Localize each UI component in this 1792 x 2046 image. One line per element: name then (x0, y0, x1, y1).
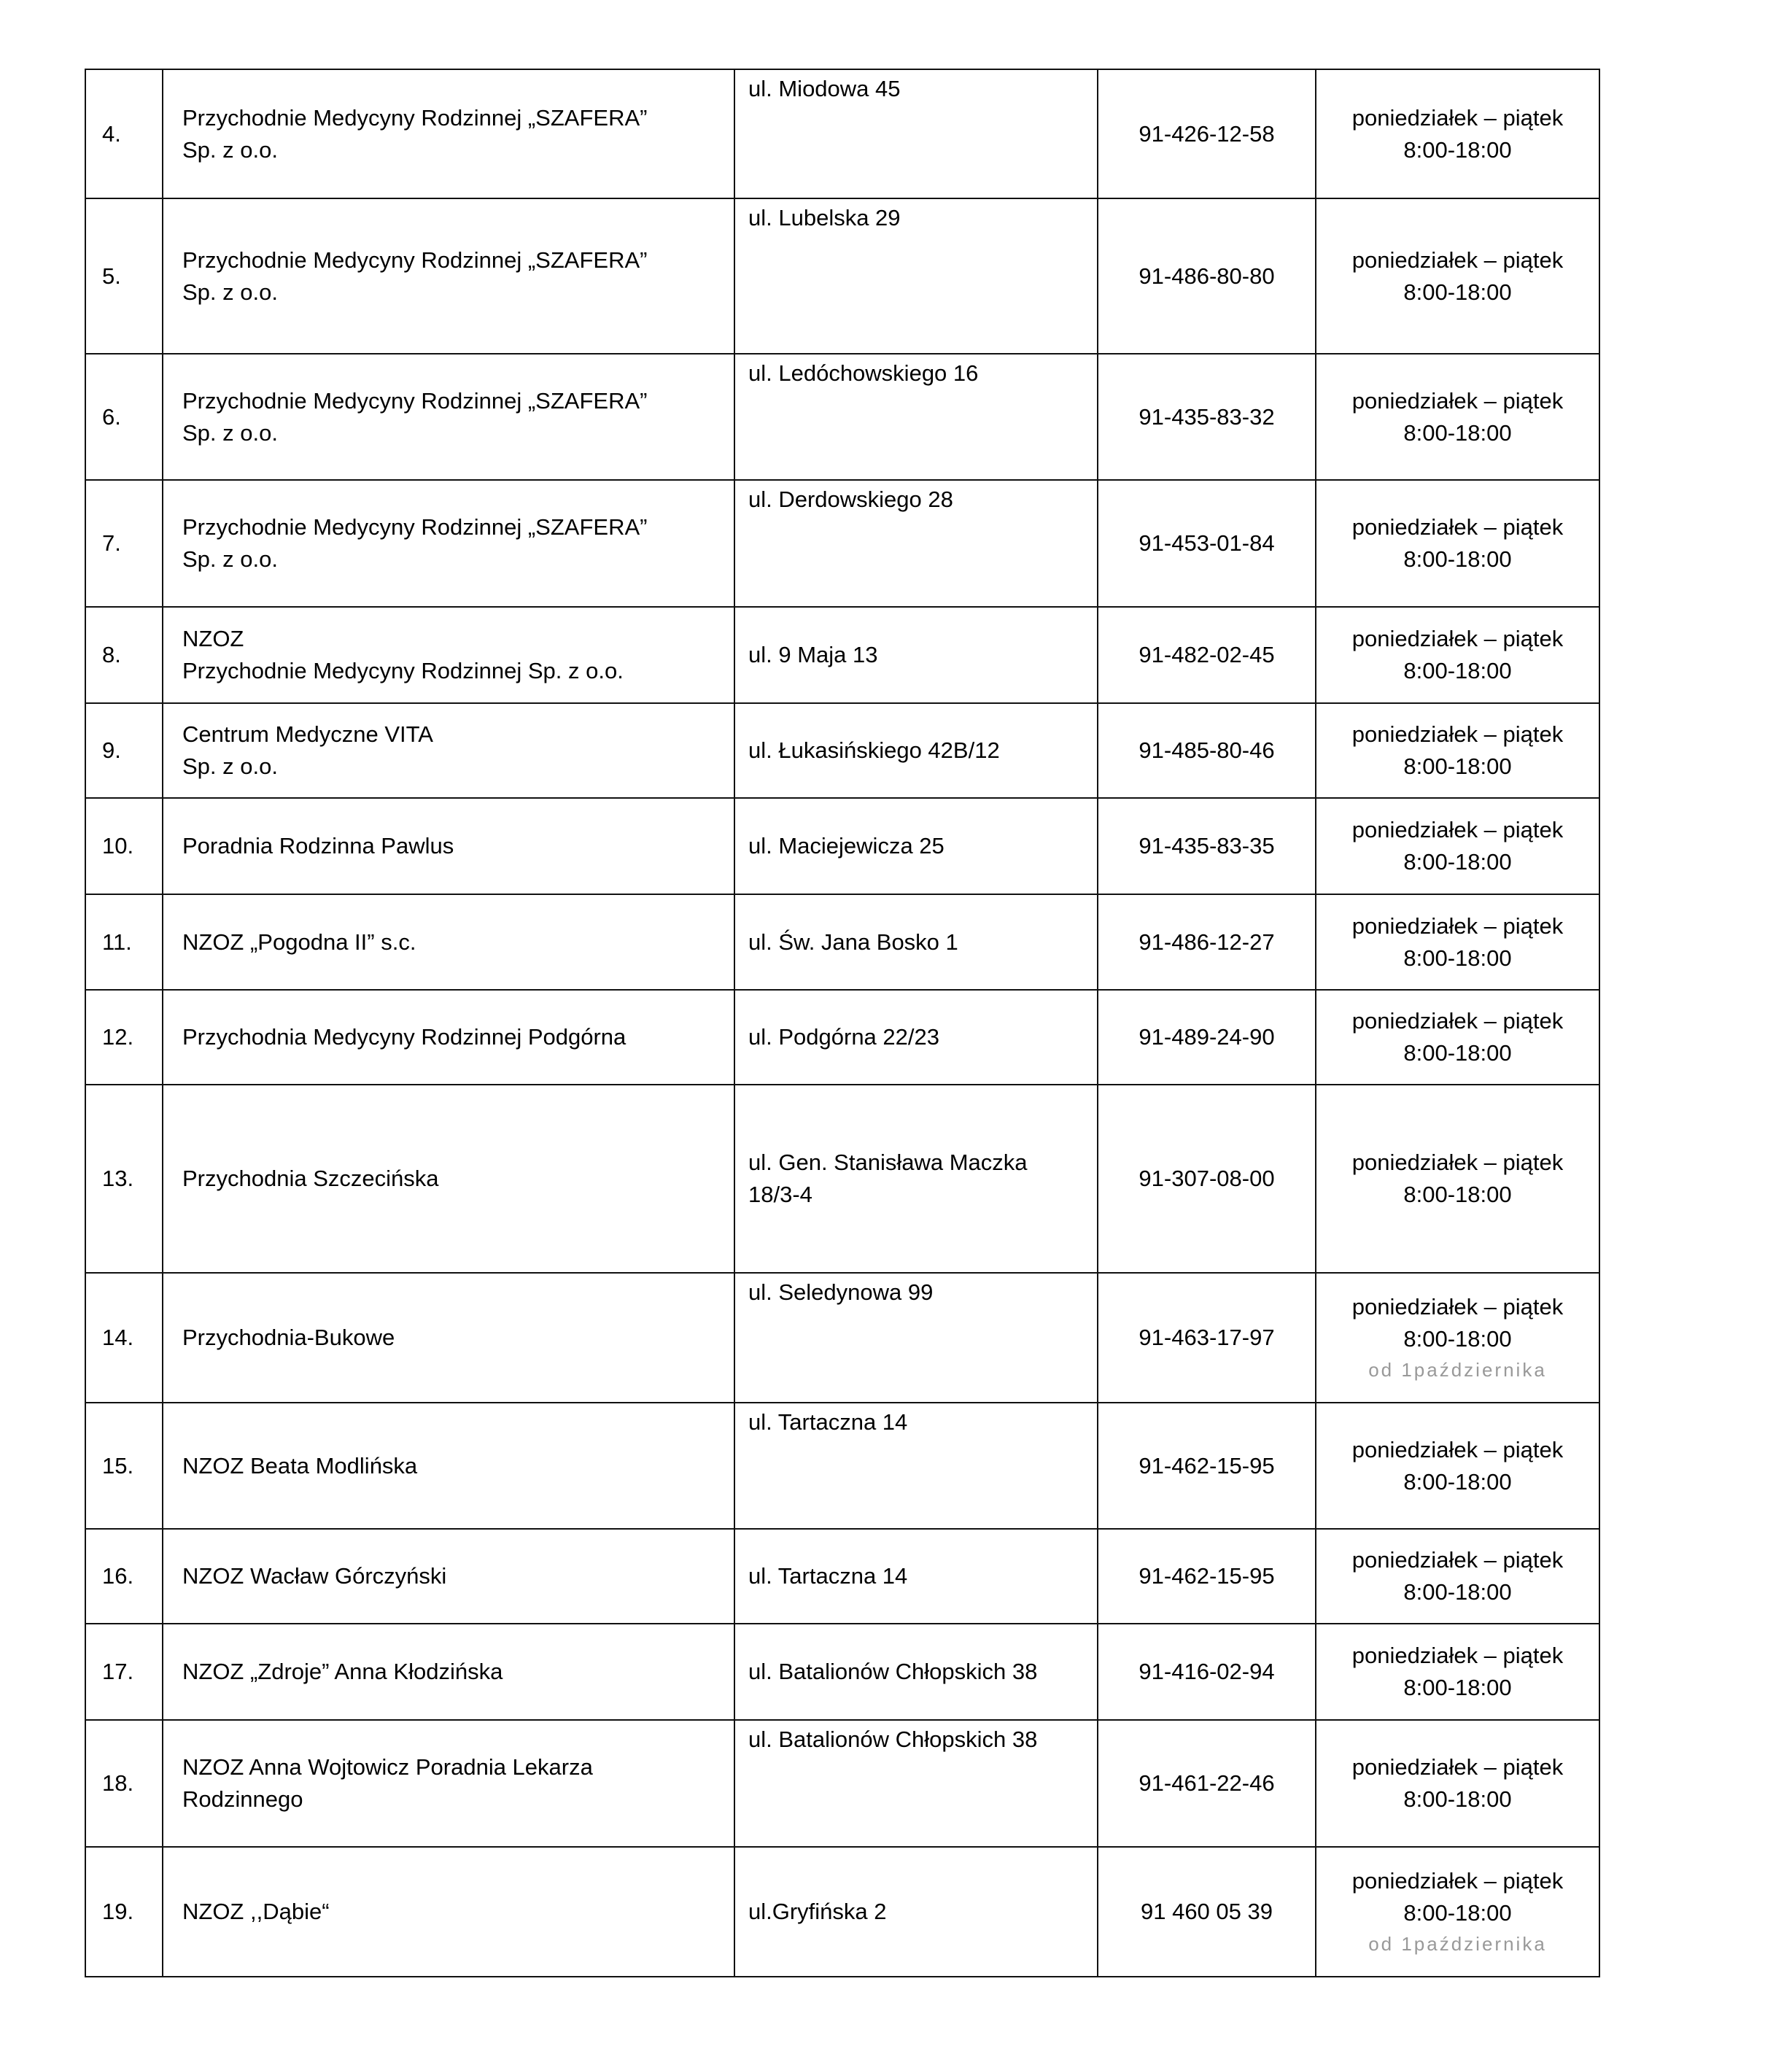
clinic-name-line: Przychodnie Medycyny Rodzinnej „SZAFERA” (182, 247, 648, 273)
hours-days: poniedziałek – piątek (1351, 247, 1564, 273)
address-line: ul. Tartaczna 14 (748, 1563, 908, 1589)
phone-cell (1098, 1847, 1316, 1977)
hours-cell (1316, 198, 1599, 354)
phone-number: 91-416-02-94 (1139, 1659, 1275, 1684)
table-row (85, 1847, 1599, 1977)
phone-cell (1098, 69, 1316, 198)
row-number: 12. (102, 1024, 134, 1050)
clinic-name-cell (163, 1085, 734, 1273)
clinic-name-line: Przychodnie Medycyny Rodzinnej „SZAFERA” (182, 514, 648, 540)
hours-days: poniedziałek – piątek (1351, 1150, 1564, 1175)
phone-number: 91-462-15-95 (1139, 1563, 1275, 1589)
table-row (85, 798, 1599, 894)
phone-number: 91-435-83-32 (1139, 403, 1275, 430)
row-number-cell (85, 894, 163, 990)
clinic-name-line: Sp. z o.o. (182, 546, 278, 572)
hours-time: 8:00-18:00 (1403, 1786, 1512, 1812)
address-line: ul. Tartaczna 14 (748, 1409, 908, 1435)
row-number-cell (85, 798, 163, 894)
hours-cell (1316, 1529, 1599, 1624)
hours-days: poniedziałek – piątek (1351, 626, 1564, 651)
table-row (85, 480, 1599, 607)
row-number-cell (85, 1085, 163, 1273)
hours-time: 8:00-18:00 (1403, 945, 1512, 971)
hours-note: od 1października (1368, 1359, 1547, 1381)
phone-number: 91-462-15-95 (1139, 1452, 1275, 1479)
clinic-name-cell (163, 894, 734, 990)
phone-number: 91-461-22-46 (1139, 1770, 1275, 1796)
clinic-name-cell (163, 480, 734, 607)
phone-cell (1098, 480, 1316, 607)
hours-days: poniedziałek – piątek (1351, 387, 1564, 414)
phone-cell (1098, 894, 1316, 990)
clinic-name-line: Rodzinnego (182, 1786, 303, 1812)
phone-number: 91-482-02-45 (1139, 642, 1275, 667)
row-number: 15. (102, 1452, 134, 1479)
clinic-name-cell (163, 1403, 734, 1529)
hours-cell (1316, 354, 1599, 480)
address-cell (734, 894, 1098, 990)
hours-days: poniedziałek – piątek (1351, 1868, 1564, 1894)
hours-cell (1316, 894, 1599, 990)
row-number: 17. (102, 1659, 134, 1684)
hours-days: poniedziałek – piątek (1351, 1547, 1564, 1573)
row-number: 18. (102, 1770, 134, 1796)
address-line: ul. Ledóchowskiego 16 (748, 360, 979, 386)
address-line: ul. Batalionów Chłopskich 38 (748, 1727, 1038, 1752)
phone-number: 91-307-08-00 (1139, 1166, 1275, 1191)
clinic-name-cell (163, 798, 734, 894)
address-cell (734, 1847, 1098, 1977)
row-number: 16. (102, 1563, 134, 1589)
address-line: ul. Miodowa 45 (748, 76, 901, 101)
address-line: ul. Derdowskiego 28 (748, 487, 953, 512)
hours-time: 8:00-18:00 (1403, 1900, 1512, 1926)
phone-cell (1098, 354, 1316, 480)
address-cell (734, 198, 1098, 354)
address-line: ul. Gen. Stanisława Maczka (748, 1150, 1028, 1175)
row-number: 10. (102, 833, 134, 859)
row-number: 8. (102, 642, 121, 667)
row-number-cell (85, 990, 163, 1085)
hours-days: poniedziałek – piątek (1351, 817, 1564, 842)
hours-time: 8:00-18:00 (1403, 279, 1512, 305)
hours-time: 8:00-18:00 (1403, 419, 1512, 446)
clinic-name-line: Sp. z o.o. (182, 279, 278, 305)
address-cell (734, 703, 1098, 798)
hours-cell (1316, 1085, 1599, 1273)
hours-time: 8:00-18:00 (1403, 1579, 1512, 1605)
phone-cell (1098, 1529, 1316, 1624)
hours-time: 8:00-18:00 (1403, 546, 1512, 572)
table-row (85, 703, 1599, 798)
row-number-cell (85, 1720, 163, 1847)
table-row (85, 990, 1599, 1085)
hours-time: 8:00-18:00 (1403, 136, 1512, 163)
table-row (85, 1720, 1599, 1847)
table-row (85, 607, 1599, 703)
table-row (85, 69, 1599, 198)
hours-time: 8:00-18:00 (1403, 1326, 1512, 1352)
phone-number: 91-486-12-27 (1139, 929, 1275, 955)
hours-days: poniedziałek – piątek (1351, 1008, 1564, 1034)
phone-cell (1098, 798, 1316, 894)
row-number: 7. (102, 530, 121, 556)
row-number: 6. (102, 403, 121, 430)
hours-days: poniedziałek – piątek (1351, 1754, 1564, 1780)
clinic-name-line: Przychodnie Medycyny Rodzinnej Sp. z o.o. (182, 658, 624, 683)
hours-note: od 1października (1368, 1933, 1547, 1955)
clinic-name-line: Przychodnia Szczecińska (182, 1166, 439, 1191)
clinic-name-line: NZOZ Wacław Górczyński (182, 1563, 447, 1589)
hours-cell (1316, 69, 1599, 198)
clinic-name-line: Centrum Medyczne VITA (182, 721, 433, 747)
hours-cell (1316, 607, 1599, 703)
address-line: ul. Św. Jana Bosko 1 (748, 929, 958, 955)
phone-number: 91 460 05 39 (1140, 1899, 1273, 1924)
address-cell (734, 990, 1098, 1085)
clinic-name-cell (163, 1847, 734, 1977)
row-number-cell (85, 480, 163, 607)
address-cell (734, 1720, 1098, 1847)
phone-cell (1098, 1720, 1316, 1847)
clinic-name-cell (163, 703, 734, 798)
phone-number: 91-463-17-97 (1139, 1325, 1275, 1350)
address-line: ul. Seledynowa 99 (748, 1279, 934, 1305)
hours-cell (1316, 990, 1599, 1085)
phone-number: 91-435-83-35 (1139, 833, 1275, 859)
address-cell (734, 1624, 1098, 1720)
address-line: ul. Maciejewicza 25 (748, 833, 945, 859)
clinic-name-line: NZOZ „Zdroje” Anna Kłodzińska (182, 1659, 503, 1684)
clinic-name-line: Przychodnia-Bukowe (182, 1325, 395, 1350)
address-line: ul. Podgórna 22/23 (748, 1024, 939, 1050)
row-number-cell (85, 198, 163, 354)
row-number-cell (85, 703, 163, 798)
hours-cell (1316, 1624, 1599, 1720)
clinic-name-line: NZOZ (182, 626, 244, 651)
address-cell (734, 1403, 1098, 1529)
clinic-name-cell (163, 1624, 734, 1720)
clinic-name-line: NZOZ Beata Modlińska (182, 1452, 418, 1479)
phone-number: 91-426-12-58 (1139, 120, 1275, 147)
row-number: 19. (102, 1899, 134, 1924)
table-row (85, 1273, 1599, 1403)
table-row (85, 894, 1599, 990)
phone-cell (1098, 1273, 1316, 1403)
phone-number: 91-453-01-84 (1139, 530, 1275, 556)
row-number: 13. (102, 1166, 134, 1191)
row-number-cell (85, 354, 163, 480)
phone-cell (1098, 990, 1316, 1085)
phone-cell (1098, 1624, 1316, 1720)
phone-cell (1098, 703, 1316, 798)
row-number: 14. (102, 1325, 134, 1350)
hours-time: 8:00-18:00 (1403, 849, 1512, 875)
address-cell (734, 69, 1098, 198)
clinic-name-line: NZOZ Anna Wojtowicz Poradnia Lekarza (182, 1754, 593, 1780)
hours-time: 8:00-18:00 (1403, 658, 1512, 683)
address-cell (734, 798, 1098, 894)
hours-days: poniedziałek – piątek (1351, 721, 1564, 747)
address-cell (734, 607, 1098, 703)
table-row (85, 1624, 1599, 1720)
address-line: ul.Gryfińska 2 (748, 1899, 887, 1924)
phone-number: 91-485-80-46 (1139, 737, 1275, 763)
phone-cell (1098, 1403, 1316, 1529)
hours-cell (1316, 798, 1599, 894)
table-row (85, 1529, 1599, 1624)
phone-number: 91-486-80-80 (1139, 263, 1275, 289)
row-number-cell (85, 1273, 163, 1403)
hours-days: poniedziałek – piątek (1351, 1294, 1564, 1320)
clinic-name-line: Przychodnie Medycyny Rodzinnej „SZAFERA” (182, 387, 648, 414)
row-number: 4. (102, 120, 121, 147)
address-line: ul. Lubelska 29 (748, 205, 901, 230)
hours-days: poniedziałek – piątek (1351, 1436, 1564, 1462)
row-number: 11. (102, 929, 132, 955)
clinic-name-line: Sp. z o.o. (182, 136, 278, 163)
address-line: 18/3-4 (748, 1182, 812, 1207)
row-number: 9. (102, 737, 121, 763)
address-cell (734, 354, 1098, 480)
table-row (85, 354, 1599, 480)
address-cell (734, 1273, 1098, 1403)
hours-days: poniedziałek – piątek (1351, 514, 1564, 540)
clinic-name-line: Przychodnie Medycyny Rodzinnej „SZAFERA” (182, 104, 648, 131)
clinic-name-cell (163, 69, 734, 198)
address-line: ul. Batalionów Chłopskich 38 (748, 1659, 1038, 1684)
hours-days: poniedziałek – piątek (1351, 1643, 1564, 1668)
table-row (85, 1403, 1599, 1529)
clinic-name-cell (163, 354, 734, 480)
phone-cell (1098, 607, 1316, 703)
clinic-name-line: NZOZ ,,Dąbie“ (182, 1899, 330, 1924)
hours-time: 8:00-18:00 (1403, 753, 1512, 779)
hours-time: 8:00-18:00 (1403, 1675, 1512, 1700)
hours-days: poniedziałek – piątek (1351, 912, 1564, 939)
clinic-name-cell (163, 607, 734, 703)
phone-number: 91-489-24-90 (1139, 1024, 1275, 1050)
clinic-name-line: Sp. z o.o. (182, 419, 278, 446)
phone-cell (1098, 198, 1316, 354)
hours-cell (1316, 703, 1599, 798)
clinic-name-cell (163, 1720, 734, 1847)
row-number-cell (85, 1624, 163, 1720)
clinic-name-line: Poradnia Rodzinna Pawlus (182, 833, 454, 859)
hours-cell (1316, 480, 1599, 607)
clinic-table (85, 69, 1600, 1977)
clinic-name-cell (163, 198, 734, 354)
clinic-name-cell (163, 1529, 734, 1624)
row-number-cell (85, 1403, 163, 1529)
address-cell (734, 1085, 1098, 1273)
table-row (85, 1085, 1599, 1273)
hours-cell (1316, 1273, 1599, 1403)
hours-cell (1316, 1403, 1599, 1529)
phone-cell (1098, 1085, 1316, 1273)
row-number-cell (85, 69, 163, 198)
hours-time: 8:00-18:00 (1403, 1182, 1512, 1207)
address-line: ul. Łukasińskiego 42B/12 (748, 737, 1000, 763)
row-number: 5. (102, 263, 121, 289)
row-number-cell (85, 607, 163, 703)
clinic-name-cell (163, 990, 734, 1085)
hours-time: 8:00-18:00 (1403, 1468, 1512, 1495)
row-number-cell (85, 1529, 163, 1624)
address-line: ul. 9 Maja 13 (748, 642, 878, 667)
clinic-name-line: NZOZ „Pogodna II” s.c. (182, 929, 416, 955)
hours-cell (1316, 1847, 1599, 1977)
address-cell (734, 1529, 1098, 1624)
address-cell (734, 480, 1098, 607)
table-row (85, 198, 1599, 354)
hours-cell (1316, 1720, 1599, 1847)
clinic-name-line: Przychodnia Medycyny Rodzinnej Podgórna (182, 1024, 627, 1050)
hours-days: poniedziałek – piątek (1351, 104, 1564, 131)
hours-time: 8:00-18:00 (1403, 1040, 1512, 1066)
clinic-name-line: Sp. z o.o. (182, 753, 278, 779)
clinic-name-cell (163, 1273, 734, 1403)
row-number-cell (85, 1847, 163, 1977)
